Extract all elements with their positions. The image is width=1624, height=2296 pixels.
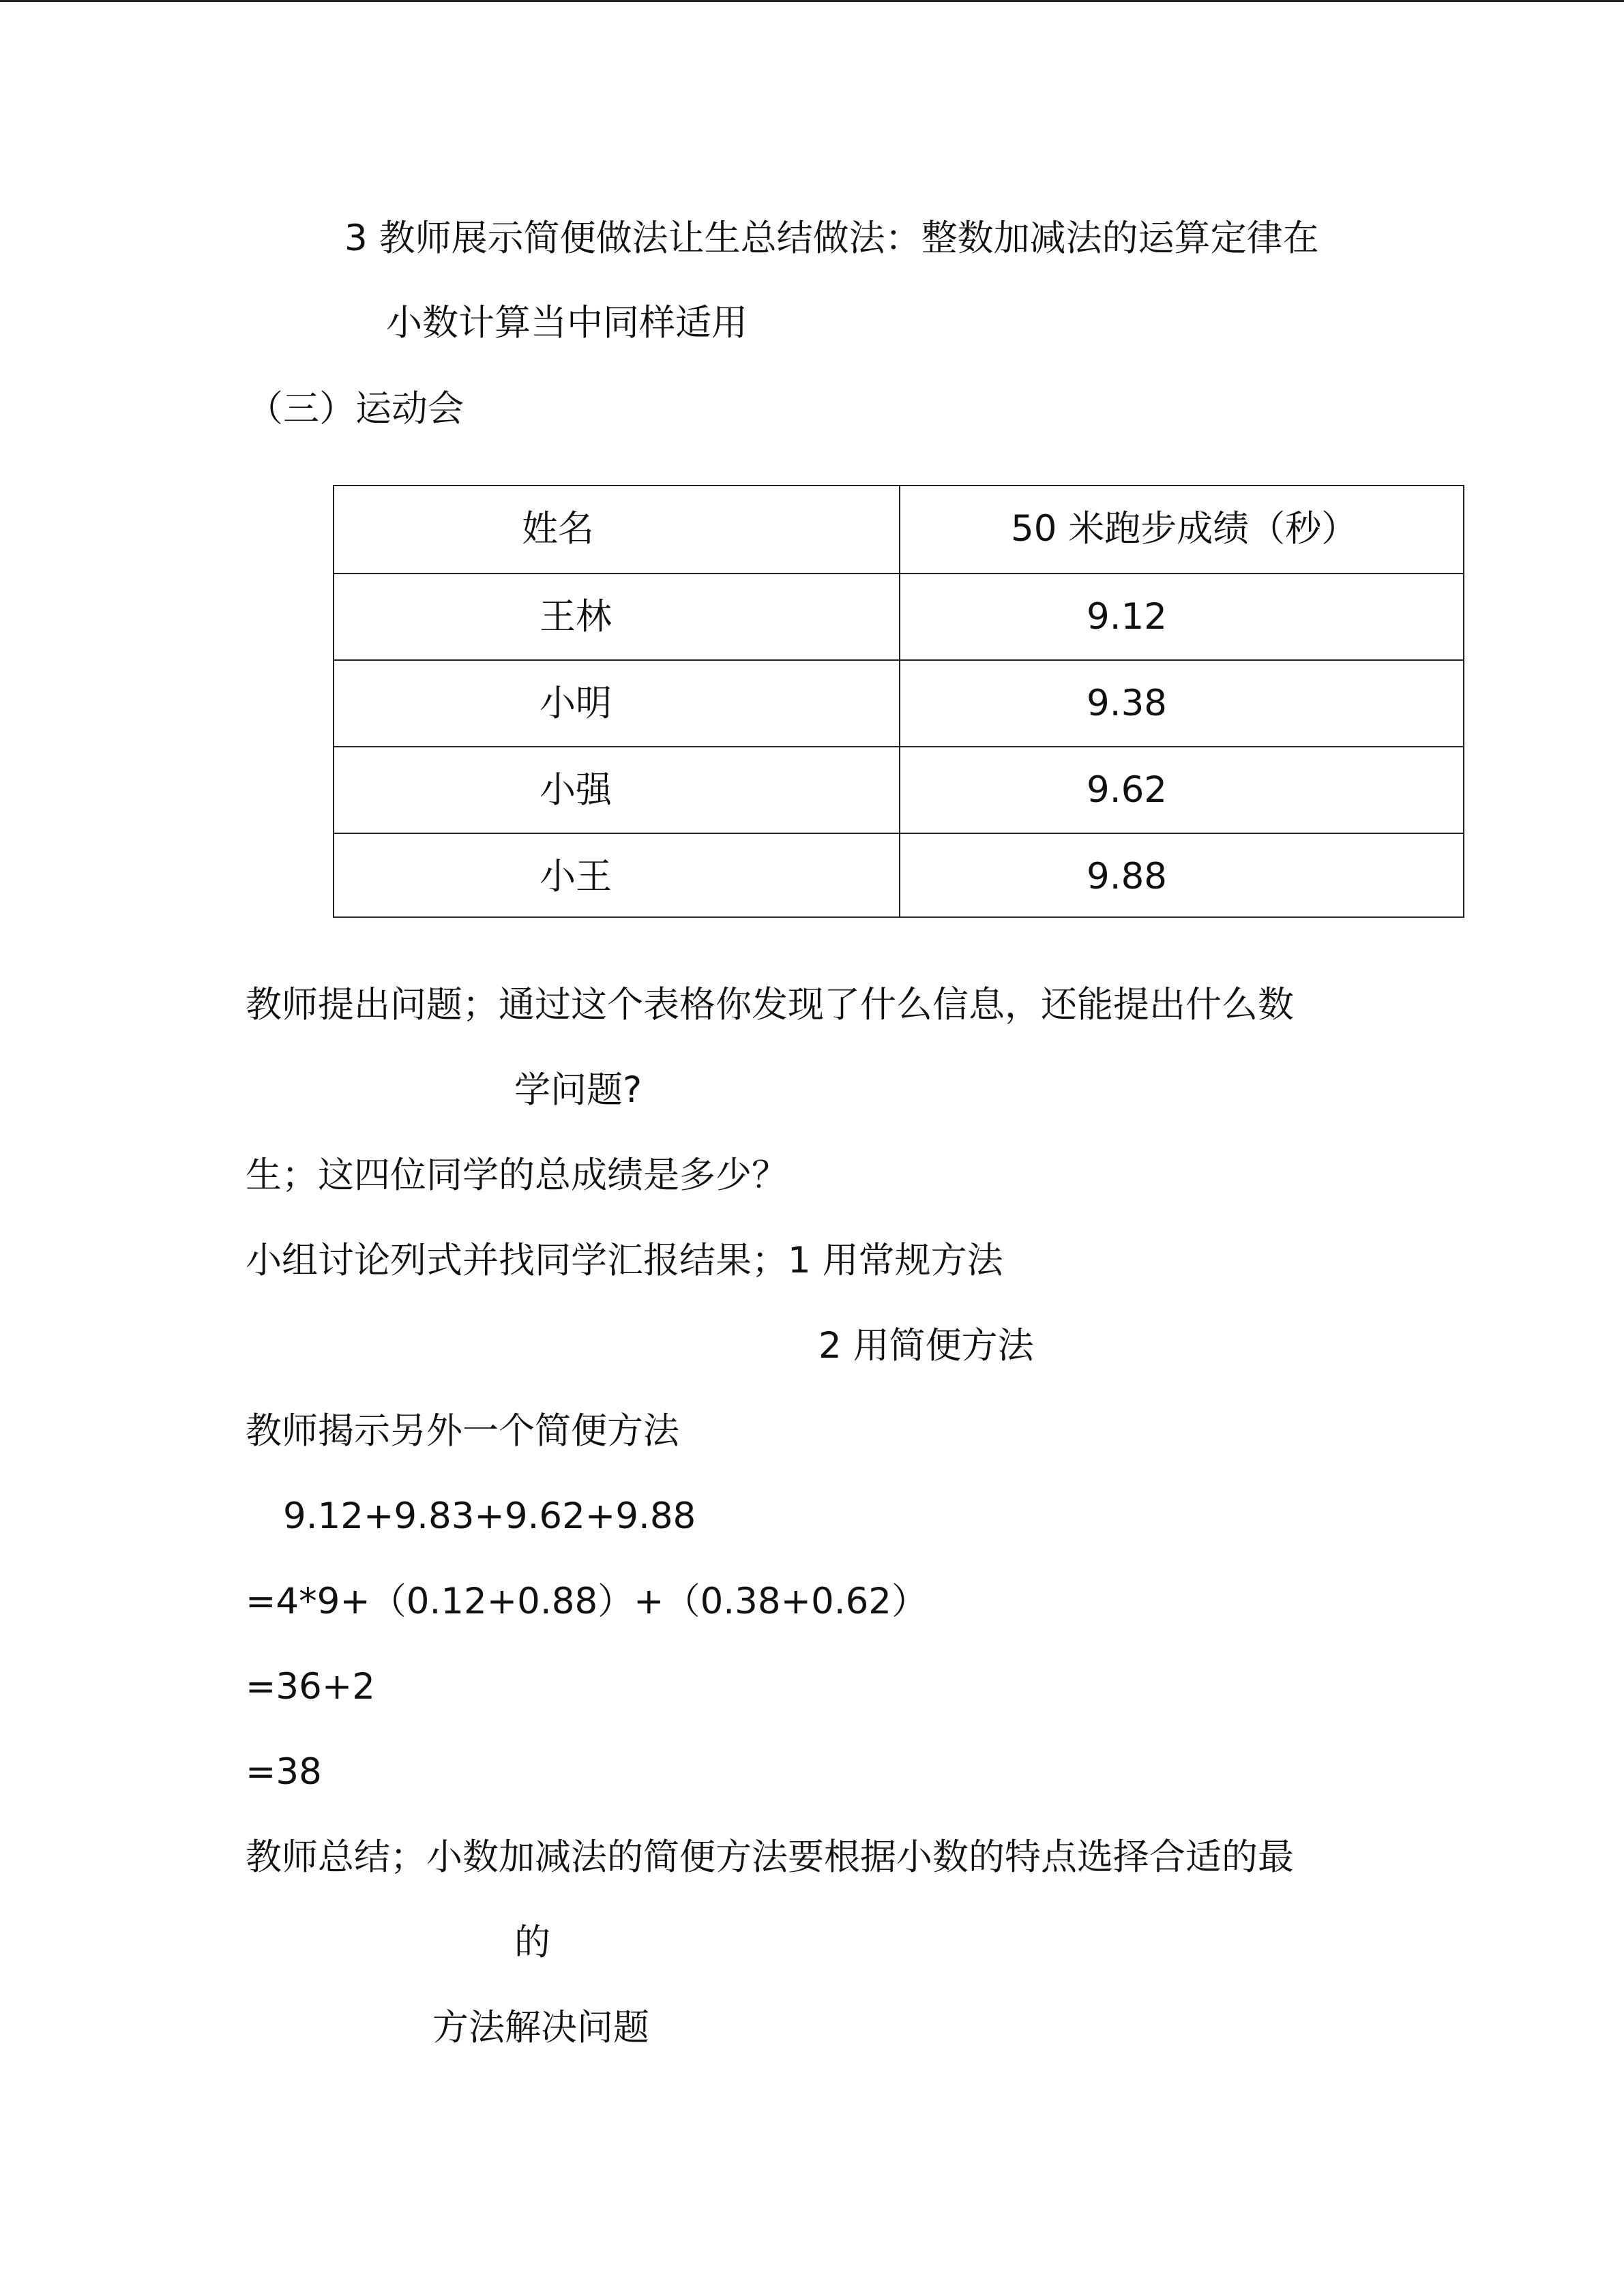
calculation-line-2: =4*9+（0.12+0.88）+（0.38+0.62） bbox=[246, 1581, 928, 1622]
cell-name: 小强 bbox=[540, 769, 612, 811]
calculation-line-3: =36+2 bbox=[246, 1666, 375, 1708]
group-discussion-line-2: 2 用简便方法 bbox=[818, 1325, 1034, 1367]
calculation-line-4: =38 bbox=[246, 1751, 322, 1793]
teacher-summary-line-3: 方法解决问题 bbox=[432, 2007, 649, 2048]
calculation-line-1: 9.12+9.83+9.62+9.88 bbox=[283, 1495, 696, 1537]
cell-score: 9.62 bbox=[1087, 769, 1168, 811]
section-title: （三）运动会 bbox=[247, 388, 464, 430]
header-score: 50 米跑步成绩（秒） bbox=[1011, 508, 1358, 550]
cell-name: 王林 bbox=[540, 596, 612, 638]
teacher-summary-line-2: 的 bbox=[514, 1922, 550, 1963]
teacher-question-line-1: 教师提出问题；通过这个表格你发现了什么信息，还能提出什么数 bbox=[246, 984, 1294, 1026]
cell-name: 小明 bbox=[540, 683, 612, 724]
cell-score: 9.12 bbox=[1087, 596, 1168, 638]
cell-name: 小王 bbox=[540, 856, 612, 897]
cell-score: 9.88 bbox=[1087, 856, 1168, 897]
table-column-divider bbox=[899, 486, 900, 916]
top-border-line bbox=[0, 0, 1624, 2]
teacher-reveal-line: 教师揭示另外一个简便方法 bbox=[246, 1410, 679, 1452]
teacher-summary-line-1: 教师总结；小数加减法的简便方法要根据小数的特点选择合适的最 bbox=[246, 1836, 1294, 1878]
intro-line-2: 小数计算当中同样适用 bbox=[386, 302, 748, 344]
header-name: 姓名 bbox=[522, 508, 594, 550]
teacher-question-line-2: 学问题? bbox=[514, 1069, 643, 1111]
intro-line-1: 3 教师展示简便做法让生总结做法：整数加减法的运算定律在 bbox=[344, 218, 1319, 259]
group-discussion-line-1: 小组讨论列式并找同学汇报结果；1 用常规方法 bbox=[246, 1240, 1003, 1281]
sports-results-table bbox=[333, 485, 1464, 918]
student-answer: 生；这四位同学的总成绩是多少？ bbox=[246, 1154, 788, 1196]
cell-score: 9.38 bbox=[1087, 683, 1168, 724]
